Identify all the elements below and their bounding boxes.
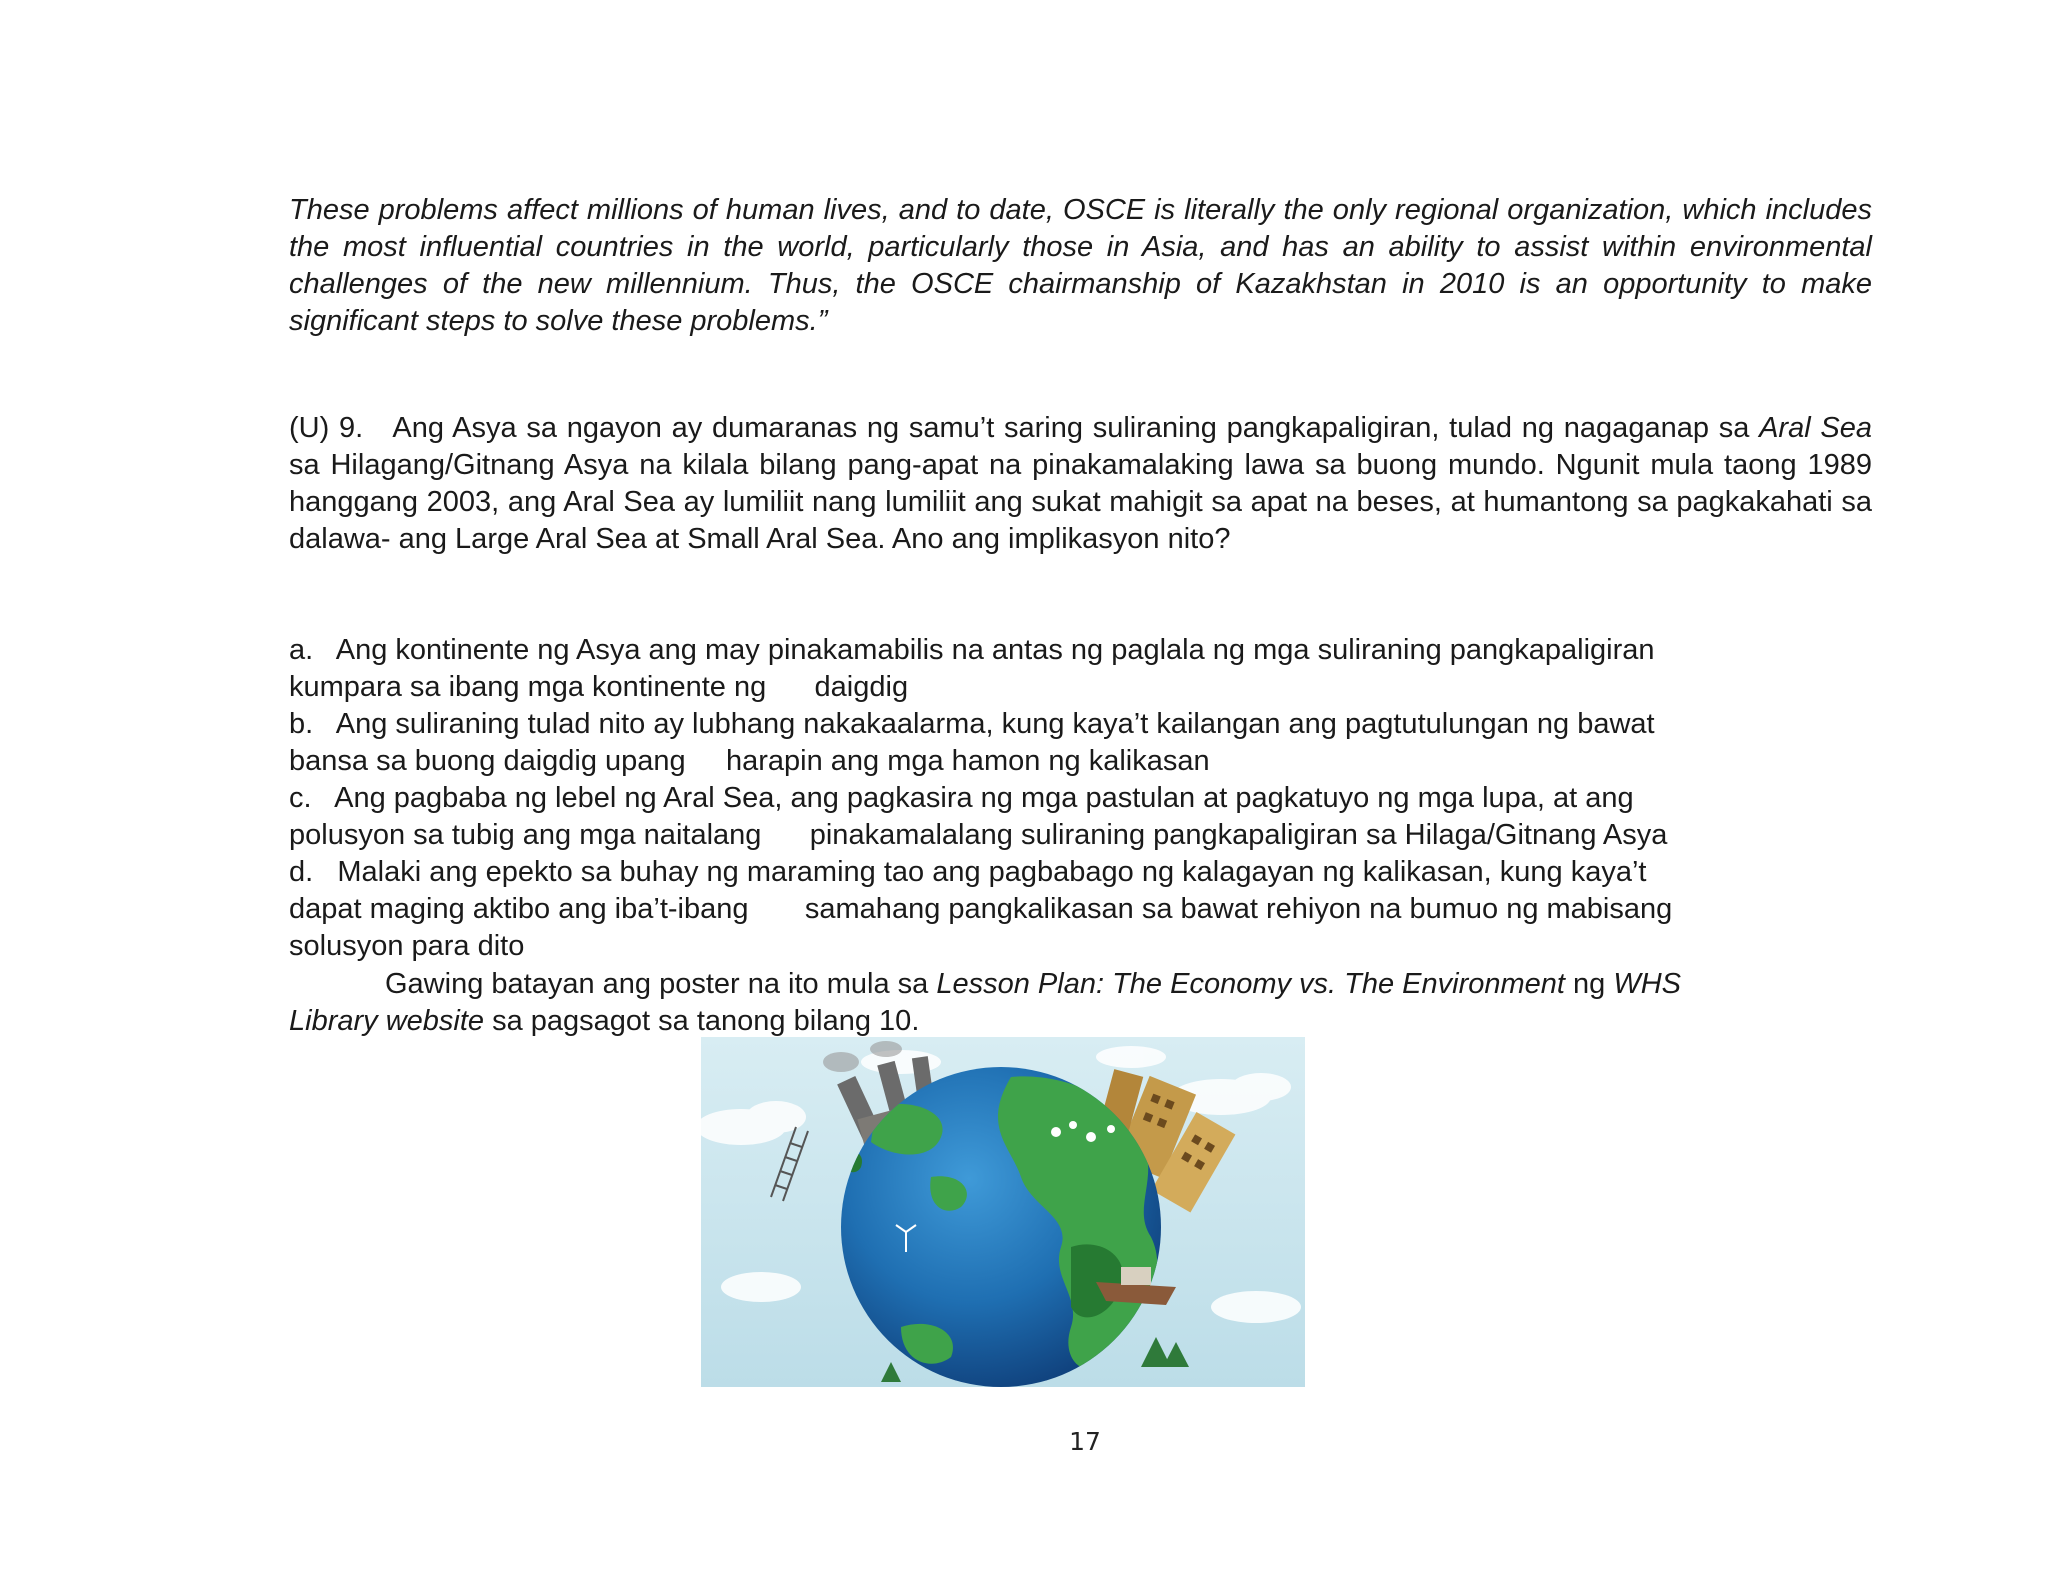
- question-9: [289, 410, 1872, 558]
- option-d-line: d. Malaki ang epekto sa buhay ng maraming tao ang pagbabago ng kalagayan ng kalikasan, kung kaya’t: [289, 856, 1647, 888]
- source-name: WHS: [1613, 968, 1682, 1000]
- option-c-line: c. Ang pagbaba ng lebel ng Aral Sea, ang pagkasira ng mga pastulan at pagkatuyo ng mga lupa, at ang: [289, 782, 1634, 814]
- quote-line: which includes the most influential countries in the world, particularly those in Asia, and has an ability to assist: [289, 194, 1872, 263]
- earth-illustration: [701, 1037, 1305, 1387]
- instruction-text: ng: [1564, 968, 1614, 1000]
- option-c-line: polusyon sa tubig ang mga naitalang pinakamalalang suliraning pangkapaligiran sa Hilaga/Gitnang Asya: [289, 819, 1668, 851]
- environment-poster-image: [701, 1037, 1305, 1387]
- instruction-text: Gawing batayan ang poster na ito mula sa: [385, 968, 937, 1000]
- quote-line: These problems affect millions of human lives, and to date, OSCE is literally the only regional organization,: [289, 194, 1674, 226]
- source-name: Library website: [289, 1005, 485, 1037]
- answer-options: [289, 632, 1872, 965]
- option-b-line: bansa sa buong daigdig upang harapin ang mga hamon ng kalikasan: [289, 745, 1210, 777]
- option-d-line: dapat maging aktibo ang iba’t-ibang samahang pangkalikasan sa bawat rehiyon na bumuo ng mabisang: [289, 893, 1673, 925]
- option-a-line: kumpara sa ibang mga kontinente ng daigdig: [289, 671, 909, 703]
- lesson-plan-title: Lesson Plan: The Economy vs. The Environment: [936, 968, 1565, 1000]
- page-number: 17: [1069, 1427, 1101, 1456]
- instruction-paragraph: [289, 966, 1872, 1040]
- quote-paragraph: [289, 192, 1872, 340]
- option-a-line: a. Ang kontinente ng Asya ang may pinakamabilis na antas ng paglala ng mga suliraning pangkapaligiran: [289, 634, 1655, 666]
- quote-line: within environmental challenges of the new millennium. Thus, the OSCE chairmanship of Kazakhstan in 2010 is: [289, 231, 1873, 300]
- quote-line: an opportunity to make significant steps to solve these problems.”: [289, 268, 1872, 337]
- option-b-line: b. Ang suliraning tulad nito ay lubhang nakakaalarma, kung kaya’t kailangan ang pagtutulungan ng bawat: [289, 708, 1655, 740]
- instruction-text: sa pagsagot sa tanong bilang 10.: [484, 1005, 920, 1037]
- question-body: sa Hilagang/Gitnang Asya na kilala bilang pang-apat na pinakamalaking lawa sa buong mundo. Ngunit mula taong 1989 hanggang 2003, ang Aral Sea ay lumiliit nang lumiliit ang sukat mahigit sa apat na beses, at humantong sa pagkakahati sa dalawa- ang Large Aral Sea at Small Aral Sea. Ano ang implikasyon nito?: [289, 449, 1872, 555]
- aral-sea-term: Aral Sea: [1759, 412, 1872, 444]
- option-d-line: solusyon para dito: [289, 930, 525, 962]
- question-number: (U) 9.: [289, 412, 364, 444]
- question-lead: Ang Asya sa ngayon ay dumaranas ng samu’t saring suliraning pangkapaligiran, tulad ng nagaganap sa: [392, 412, 1750, 444]
